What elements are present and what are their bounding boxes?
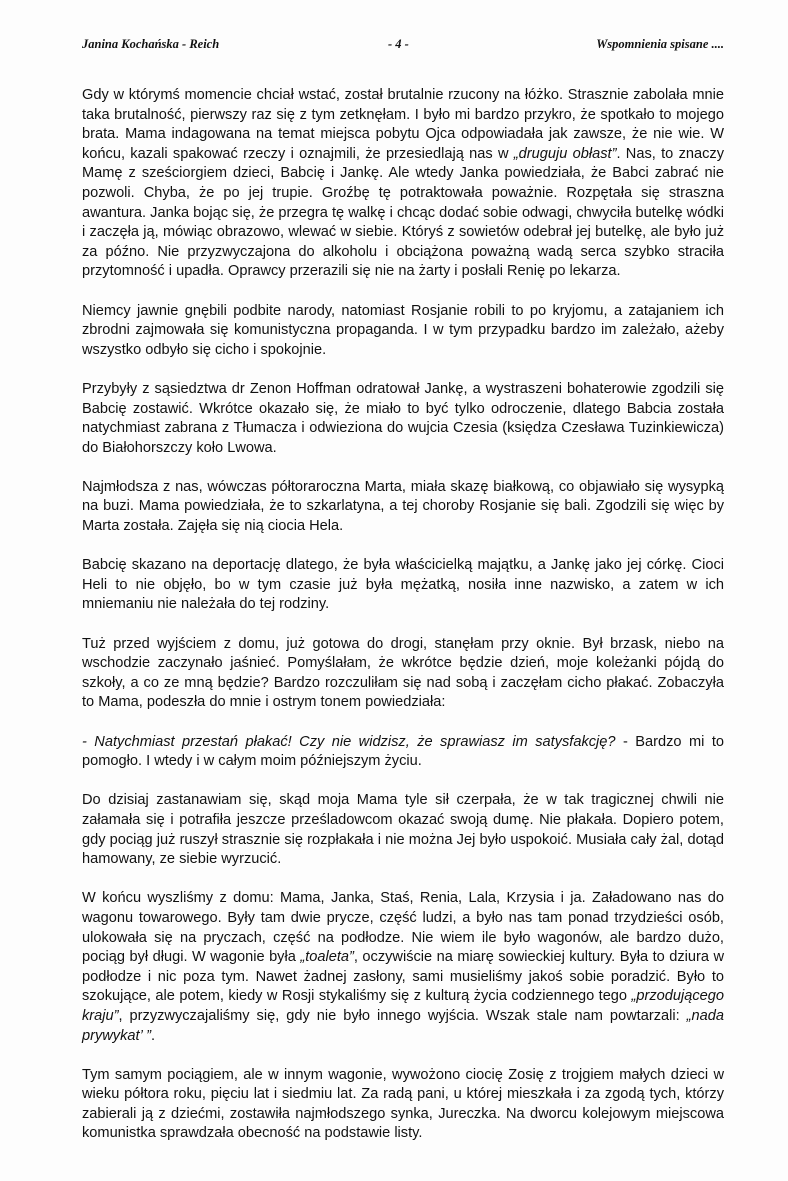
paragraph-1-text-b: . Nas, to znaczy Mamę z sześciorgiem dzieci, Babcię i Jankę. Ale wtedy Janka powiedziała, że Babci zabrać nie pozwoli. Chyba, że po jej trupie. Groźbę tę potraktowała poważnie. Rozpętała się straszna awantura. Janka bojąc się, że przegra tę walkę i chcąc dodać sobie odwagi, chwyciła butelkę wódki i zaczęła ją, mówiąc obrazowo, wlewać w siebie. Któryś z sowietów odebrał jej butelkę, ale było już za późno. Nie przyzwyczajona do alkoholu i obciążona poważną wadą serca szybko straciła przytomność i upadła. Oprawcy przerazili się nie na żarty i posłali Renię po lekarza. [82,145,725,280]
paragraph-2: Niemcy jawnie gnębili podbite narody, natomiast Rosjanie robili to po kryjomu, a zatajaniem ich zbrodni zajmowała się komunistyczna propaganda. I w tym przypadku bardzo im zależało, ażeby wszystko odbyło się cicho i spokojnie. [82,302,724,358]
paragraph-1-text-a: Gdy w którymś momencie chciał wstać, został brutalnie rzucony na łóżko. Strasznie zabolała mnie taka brutalność, pierwszy raz się z tym zetknęłam. I było mi bardzo przykro, że spotkało to mojego brata. Mama indagowana na temat miejsca pobytu Ojca odpowiadała jak zawsze, że nie wie. W końcu, kazali spakować rzeczy i oznajmili, że przesiedlają nas w [82,87,724,162]
paragraph-7-text: - Bardzo mi to pomogło. I wtedy i w całym moim późniejszym życiu. [82,733,725,770]
paragraph-9-quote-toaleta: „toaleta” [300,949,354,966]
paragraph-9-quote-kraj: „przodującego kraju” [82,988,724,1024]
header-author: Janina Kochańska - Reich [82,37,220,51]
paragraph-7 [82,733,724,772]
paragraph-9-text-c: , przyzwyczajaliśmy się, gdy nie było innego wyjścia. Wszak stale nam powtarzali: [118,1007,687,1024]
paragraph-5: Babcię skazano na deportację dlatego, że była właścicielką majątku, a Jankę jako jej córkę. Cioci Heli to nie objęło, bo w tym czasie już była mężatką, nosiła inne nazwisko, a zatem w ich mniemaniu nie należała do tej rodziny. [82,557,724,613]
paragraph-10: Tym samym pociągiem, ale w innym wagonie, wywożono ciocię Zosię z trojgiem małych dzieci w wieku półtora roku, pięciu lat i siedmiu lat. Za radą pani, u której mieszkała i za zgodą tych, którzy zabierali ją z dziećmi, zostawiła najmłodszego synka, Jureczka. Na dworcu kolejowym miejscowa komunistka sprawdzała obecność na podstawie listy. [82,1066,724,1142]
paragraph-1-quote: „druguju obłast” [513,145,617,162]
page-header [82,37,724,57]
paragraph-6: Tuż przed wyjściem z domu, już gotowa do drogi, stanęłam przy oknie. Był brzask, niebo na wschodzie zaczynało jaśnieć. Pomyślałam, że wkrótce będzie dzień, moje koleżanki pójdą do szkoły, a co ze mną będzie? Bardzo rozczuliłam się nad sobą i zaczęłam cicho płakać. Zobaczyła to Mama, podeszła do mnie i ostrym tonem powiedziała: [82,635,724,711]
paragraph-9-text-a: W końcu wyszliśmy z domu: Mama, Janka, Staś, Renia, Lala, Krzysia i ja. Załadowano nas do wagonu towarowego. Były tam dwie prycze, część ludzi, a było nas tam ponad trzydzieści osób, ulokowała się na pryczach, część na podłodze. Nie wiem ile było wagonów, ale bardzo dużo, pociąg był długi. W wagonie była [82,890,724,966]
paragraph-7-quote: - Natychmiast przestań płakać! Czy nie widzisz, że sprawiasz im satysfakcję? [82,733,616,750]
paragraph-8: Do dzisiaj zastanawiam się, skąd moja Mama tyle sił czerpała, że w tak tragicznej chwili nie załamała się i potrafiła jeszcze prześladowcom okazać swoją dumę. Nie płakała. Dopiero potem, gdy pociąg już ruszył strasznie się rozpłakała i nie można Jej było uspokoić. Musiała cały żal, dotąd hamowany, ze siebie wyrzucić. [82,792,724,868]
paragraph-1 [82,86,724,282]
paragraph-4: Najmłodsza z nas, wówczas półtoraroczna Marta, miała skazę białkową, co objawiało się wysypką na buzi. Mama powiedziała, że to szkarlatyna, a tej choroby Rosjanie się bali. Zgodzili się więc by Marta została. Zajęła się nią ciocia Hela. [82,478,724,535]
header-title: Wspomnienia spisane .... [596,37,724,51]
document-body [82,86,724,1164]
paragraph-9-text-b: , oczywiście na miarę sowieckiej kultury. Była to dziura w podłodze i nic poza tym. Nawet żadnej zasłony, sami musieliśmy jakoś sobie poradzić. Było to szokujące, ale potem, kiedy w Rosji stykaliśmy się z kulturą życia codziennego tego [82,949,724,1005]
header-page-number: - 4 - [388,37,409,51]
paragraph-3: Przybyły z sąsiedztwa dr Zenon Hoffman odratował Jankę, a wystraszeni bohaterowie zgodzili się Babcię zostawić. Wkrótce okazało się, że miało to być tylko odroczenie, dlatego Babcia została natychmiast zabrana z Tłumacza i odwieziona do wujcia Czesia (księdza Czesława Tuzinkiewicza) do Białohorszczy koło Lwowa. [82,380,724,456]
paragraph-9 [82,889,724,1046]
paragraph-9-quote-nada: „nada prywykat’ ” [82,1007,724,1044]
paragraph-9-text-d: . [150,1027,155,1044]
